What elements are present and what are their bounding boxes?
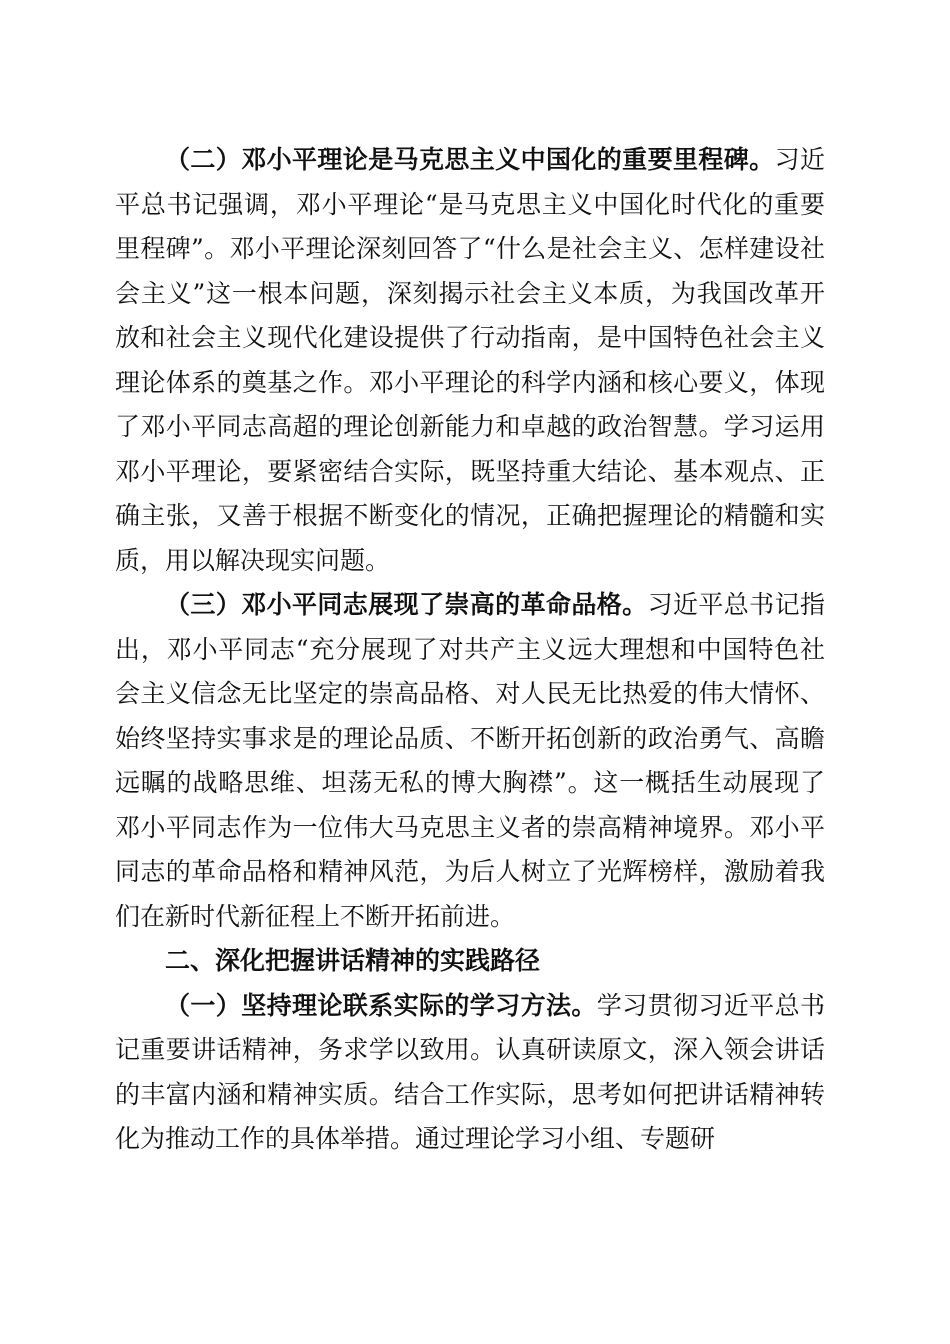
paragraph-body-text: 习近平总书记指出，邓小平同志“充分展现了对共产主义远大理想和中国特色社会主义信念无比坚定的崇高品格、对人民无比热爱的伟大情怀、始终坚持实事求是的理论品质、不断开拓创新的政治勇气、高瞻远瞩的战略思维、坦荡无私的博大胸襟”。这一概括生动展现了邓小平同志作为一位伟大马克思主义者的崇高精神境界。邓小平同志的革命品格和精神风范，为后人树立了光辉榜样，激励着我们在新时代新征程上不断开拓前进。 — [115, 590, 825, 931]
section-heading-practice-path: 二、深化把握讲话精神的实践路径 — [165, 946, 541, 975]
document-page — [115, 138, 825, 1162]
paragraph-lead-heading: （一）坚持理论联系实际的学习方法。 — [165, 990, 597, 1020]
paragraph-body-text: 学习贯彻习近平总书记重要讲话精神，务求学以致用。认真研读原文，深入领会讲话的丰富内涵和精神实质。结合工作实际，思考如何把讲话精神转化为推动工作的具体举措。通过理论学习小组、专题研 — [115, 990, 825, 1153]
paragraph-theory-practice-method — [115, 984, 825, 1162]
paragraph-lead-heading: （三）邓小平同志展现了崇高的革命品格。 — [165, 590, 648, 619]
paragraph-deng-theory-milestone — [115, 138, 825, 583]
paragraph-lead-heading: （二）邓小平理论是马克思主义中国化的重要里程碑。 — [165, 145, 775, 174]
paragraph-revolutionary-character — [115, 583, 825, 939]
paragraph-body-text: 习近平总书记强调，邓小平理论“是马克思主义中国化时代化的重要里程碑”。邓小平理论深刻回答了“什么是社会主义、怎样建设社会主义”这一根本问题，深刻揭示社会主义本质，为我国改革开放和社会主义现代化建设提供了行动指南，是中国特色社会主义理论体系的奠基之作。邓小平理论的科学内涵和核心要义，体现了邓小平同志高超的理论创新能力和卓越的政治智慧。学习运用邓小平理论，要紧密结合实际，既坚持重大结论、基本观点、正确主张，又善于根据不断变化的情况，正确把握理论的精髓和实质，用以解决现实问题。 — [115, 145, 825, 575]
